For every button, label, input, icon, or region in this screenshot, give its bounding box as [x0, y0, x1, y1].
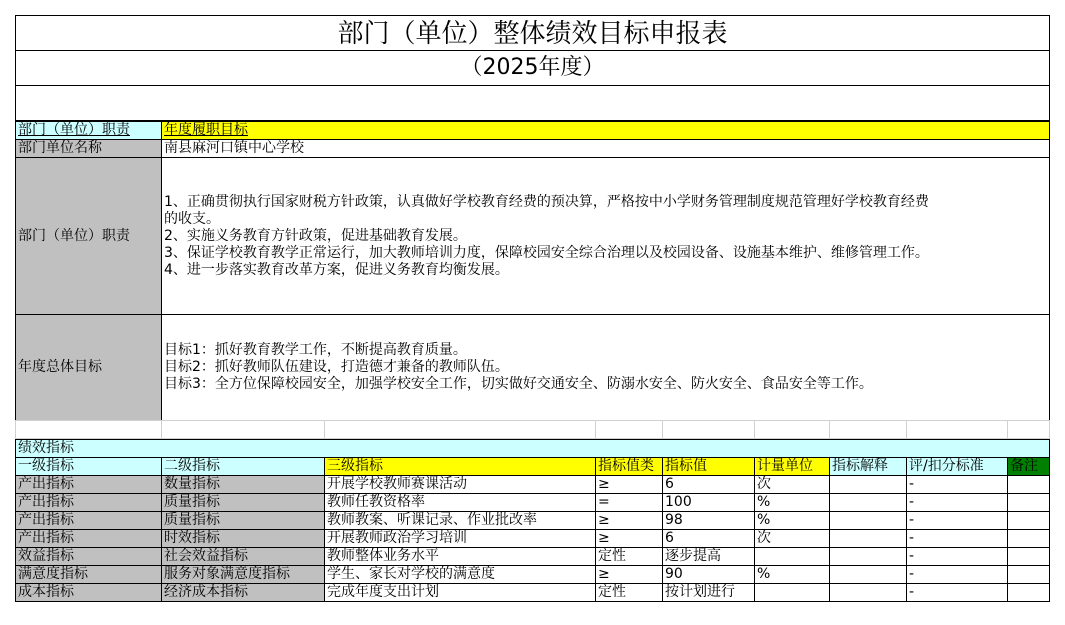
unit-cell[interactable]: % — [754, 565, 830, 584]
table-row — [15, 475, 1050, 494]
value-cell[interactable]: 90 — [662, 565, 755, 584]
level1-cell[interactable]: 产出指标 — [15, 529, 162, 548]
header-level3[interactable]: 三级指标 — [324, 457, 596, 476]
unit-name-value[interactable]: 南县麻河口镇中心学校 — [161, 139, 1050, 158]
level1-cell[interactable]: 产出指标 — [15, 511, 162, 530]
value-cell[interactable]: 6 — [662, 529, 755, 548]
scoring-cell[interactable]: - — [906, 511, 1008, 530]
remark-cell[interactable] — [1007, 565, 1050, 584]
remark-cell[interactable] — [1007, 475, 1050, 494]
value-cell[interactable]: 按计划进行 — [662, 583, 755, 602]
value-type-cell[interactable]: 定性 — [595, 583, 663, 602]
spacer-cell[interactable] — [595, 420, 663, 439]
table-row — [15, 493, 1050, 512]
level2-cell[interactable]: 质量指标 — [161, 511, 325, 530]
spacer-cell[interactable] — [161, 420, 325, 439]
indicators-header-row — [15, 457, 1050, 476]
level3-cell[interactable]: 学生、家长对学校的满意度 — [324, 565, 596, 584]
level1-cell[interactable]: 效益指标 — [15, 547, 162, 566]
duty-line: 1、正确贯彻执行国家财税方针政策，认真做好学校教育经费的预决算，严格按中小学财务管理制度规范管理好学校教育经费 — [164, 193, 929, 210]
level1-cell[interactable]: 产出指标 — [15, 493, 162, 512]
remark-cell[interactable] — [1007, 493, 1050, 512]
level3-cell[interactable]: 教师教案、听课记录、作业批改率 — [324, 511, 596, 530]
level3-cell[interactable]: 开展教师政治学习培训 — [324, 529, 596, 548]
level1-cell[interactable]: 成本指标 — [15, 583, 162, 602]
explanation-cell[interactable] — [829, 529, 907, 548]
value-cell[interactable]: 98 — [662, 511, 755, 530]
unit-cell[interactable]: % — [754, 493, 830, 512]
indicators-title[interactable]: 绩效指标 — [15, 439, 1050, 458]
duty-header-row — [15, 121, 1050, 140]
remark-cell[interactable] — [1007, 529, 1050, 548]
table-row — [15, 565, 1050, 584]
scoring-cell[interactable]: - — [906, 529, 1008, 548]
level2-cell[interactable]: 社会效益指标 — [161, 547, 325, 566]
level2-cell[interactable]: 经济成本指标 — [161, 583, 325, 602]
level3-cell[interactable]: 开展学校教师赛课活动 — [324, 475, 596, 494]
blank-row — [15, 85, 1050, 121]
level1-cell[interactable]: 满意度指标 — [15, 565, 162, 584]
level2-cell[interactable]: 时效指标 — [161, 529, 325, 548]
value-cell[interactable]: 逐步提高 — [662, 547, 755, 566]
goal-label-text: 年度总体目标 — [18, 359, 102, 375]
duty-line: 4、进一步落实教育改革方案，促进义务教育均衡发展。 — [164, 261, 509, 278]
unit-cell[interactable] — [754, 583, 830, 602]
scoring-cell[interactable]: - — [906, 475, 1008, 494]
spacer-row — [15, 420, 1050, 439]
remark-cell[interactable] — [1007, 583, 1050, 602]
level3-cell[interactable]: 教师任教资格率 — [324, 493, 596, 512]
value-type-cell[interactable]: ≥ — [595, 511, 663, 530]
annual-duty-target-header[interactable]: 年度履职目标 — [161, 121, 1050, 140]
unit-name-row — [15, 139, 1050, 158]
value-type-cell[interactable]: ≥ — [595, 565, 663, 584]
form-title[interactable]: 部门（单位）整体绩效目标申报表 — [15, 15, 1050, 51]
goal-content[interactable] — [161, 314, 1050, 421]
explanation-cell[interactable] — [829, 583, 907, 602]
table-row — [15, 529, 1050, 548]
spacer-cell[interactable] — [662, 420, 755, 439]
goal-row — [15, 314, 1050, 421]
goal-line: 目标1：抓好教育教学工作，不断提高教育质量。 — [164, 342, 467, 358]
header-explanation[interactable]: 指标解释 — [829, 457, 907, 476]
level2-cell[interactable]: 服务对象满意度指标 — [161, 565, 325, 584]
value-type-cell[interactable]: = — [595, 493, 663, 512]
table-row — [15, 511, 1050, 530]
explanation-cell[interactable] — [829, 493, 907, 512]
unit-cell[interactable]: 次 — [754, 529, 830, 548]
header-value-type[interactable]: 指标值类 — [595, 457, 663, 476]
duty-label-text: 部门（单位）职责 — [18, 227, 130, 244]
unit-cell[interactable]: 次 — [754, 475, 830, 494]
level3-cell[interactable]: 教师整体业务水平 — [324, 547, 596, 566]
duty-line: 2、实施义务教育方针政策，促进基础教育发展。 — [164, 227, 467, 244]
scoring-cell[interactable]: - — [906, 493, 1008, 512]
duty-line: 的收支。 — [164, 210, 220, 227]
duty-label[interactable] — [15, 157, 162, 315]
level2-cell[interactable]: 质量指标 — [161, 493, 325, 512]
spacer-cell[interactable] — [829, 420, 907, 439]
spacer-cell[interactable] — [15, 420, 162, 439]
title-row — [15, 15, 1050, 51]
value-cell[interactable]: 6 — [662, 475, 755, 494]
spacer-cell[interactable] — [1007, 420, 1050, 439]
header-value[interactable]: 指标值 — [662, 457, 755, 476]
unit-cell[interactable]: % — [754, 511, 830, 530]
unit-cell[interactable] — [754, 547, 830, 566]
table-row — [15, 547, 1050, 566]
unit-name-label[interactable]: 部门单位名称 — [15, 139, 162, 158]
indicators-title-row — [15, 439, 1050, 458]
duty-row — [15, 157, 1050, 315]
value-cell[interactable]: 100 — [662, 493, 755, 512]
scoring-cell[interactable]: - — [906, 583, 1008, 602]
spacer-cell[interactable] — [906, 420, 1008, 439]
goal-label[interactable] — [15, 314, 162, 421]
level3-cell[interactable]: 完成年度支出计划 — [324, 583, 596, 602]
header-level2[interactable]: 二级指标 — [161, 457, 325, 476]
header-scoring[interactable]: 评/扣分标准 — [906, 457, 1008, 476]
explanation-cell[interactable] — [829, 475, 907, 494]
form-year[interactable]: （2025年度） — [15, 50, 1050, 86]
blank-cell[interactable] — [15, 85, 1050, 121]
duty-header-label[interactable]: 部门（单位）职责 — [15, 121, 162, 140]
value-type-cell[interactable]: ≥ — [595, 475, 663, 494]
goal-line: 目标2：抓好教师队伍建设，打造德才兼备的教师队伍。 — [164, 359, 509, 375]
explanation-cell[interactable] — [829, 547, 907, 566]
level2-cell[interactable]: 数量指标 — [161, 475, 325, 494]
explanation-cell[interactable] — [829, 511, 907, 530]
duty-line: 3、保证学校教育教学正常运行，加大教师培训力度，保障校园安全综合治理以及校园设备、设施基本维护、维修管理工作。 — [164, 244, 929, 261]
header-unit[interactable]: 计量单位 — [754, 457, 830, 476]
spacer-cell[interactable] — [754, 420, 830, 439]
level1-cell[interactable]: 产出指标 — [15, 475, 162, 494]
value-type-cell[interactable]: 定性 — [595, 547, 663, 566]
scoring-cell[interactable]: - — [906, 547, 1008, 566]
year-row — [15, 50, 1050, 86]
value-type-cell[interactable]: ≥ — [595, 529, 663, 548]
remark-cell[interactable] — [1007, 547, 1050, 566]
remark-cell[interactable] — [1007, 511, 1050, 530]
scoring-cell[interactable]: - — [906, 565, 1008, 584]
duty-content[interactable] — [161, 157, 1050, 315]
explanation-cell[interactable] — [829, 565, 907, 584]
header-remark[interactable]: 备注 — [1007, 457, 1050, 476]
table-row — [15, 583, 1050, 602]
header-level1[interactable]: 一级指标 — [15, 457, 162, 476]
goal-line: 目标3：全方位保障校园安全，加强学校安全工作，切实做好交通安全、防溺水安全、防火安全、食品安全等工作。 — [164, 376, 873, 392]
spacer-cell[interactable] — [324, 420, 596, 439]
